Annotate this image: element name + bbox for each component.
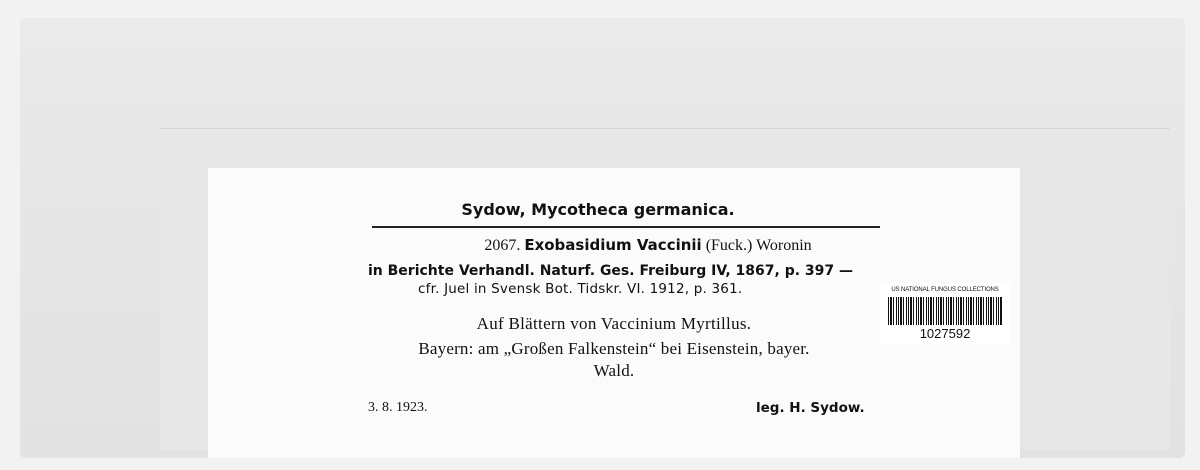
collector: leg. H. Sydow. <box>756 400 865 416</box>
label-title: Sydow, Mycotheca germanica. <box>461 200 735 219</box>
citation-line-2: cfr. Juel in Svensk Bot. Tidskr. VI. 1912, p. 361. <box>418 281 743 297</box>
citation-line-1: in Berichte Verhandl. Naturf. Ges. Freiburg IV, 1867, p. 397 — <box>368 263 854 279</box>
species-line <box>208 236 1088 255</box>
species-number: 2067. <box>484 237 521 254</box>
barcode-header: US NATIONAL FUNGUS COLLECTIONS <box>891 287 999 293</box>
species-name: Exobasidium Vaccinii <box>524 236 702 254</box>
locality-line-1: Bayern: am „Großen Falkenstein“ bei Eisenstein, bayer. <box>418 339 810 358</box>
title-rule <box>372 226 880 228</box>
collection-date: 3. 8. 1923. <box>368 400 428 415</box>
barcode-label <box>880 283 1010 345</box>
barcode-number: 1027592 <box>919 326 971 341</box>
host-line: Auf Blättern von Vaccinium Myrtillus. <box>476 314 752 333</box>
species-author: (Fuck.) Woronin <box>705 237 812 254</box>
barcode-icon <box>888 297 1002 325</box>
locality-line-2: Wald. <box>593 361 635 380</box>
